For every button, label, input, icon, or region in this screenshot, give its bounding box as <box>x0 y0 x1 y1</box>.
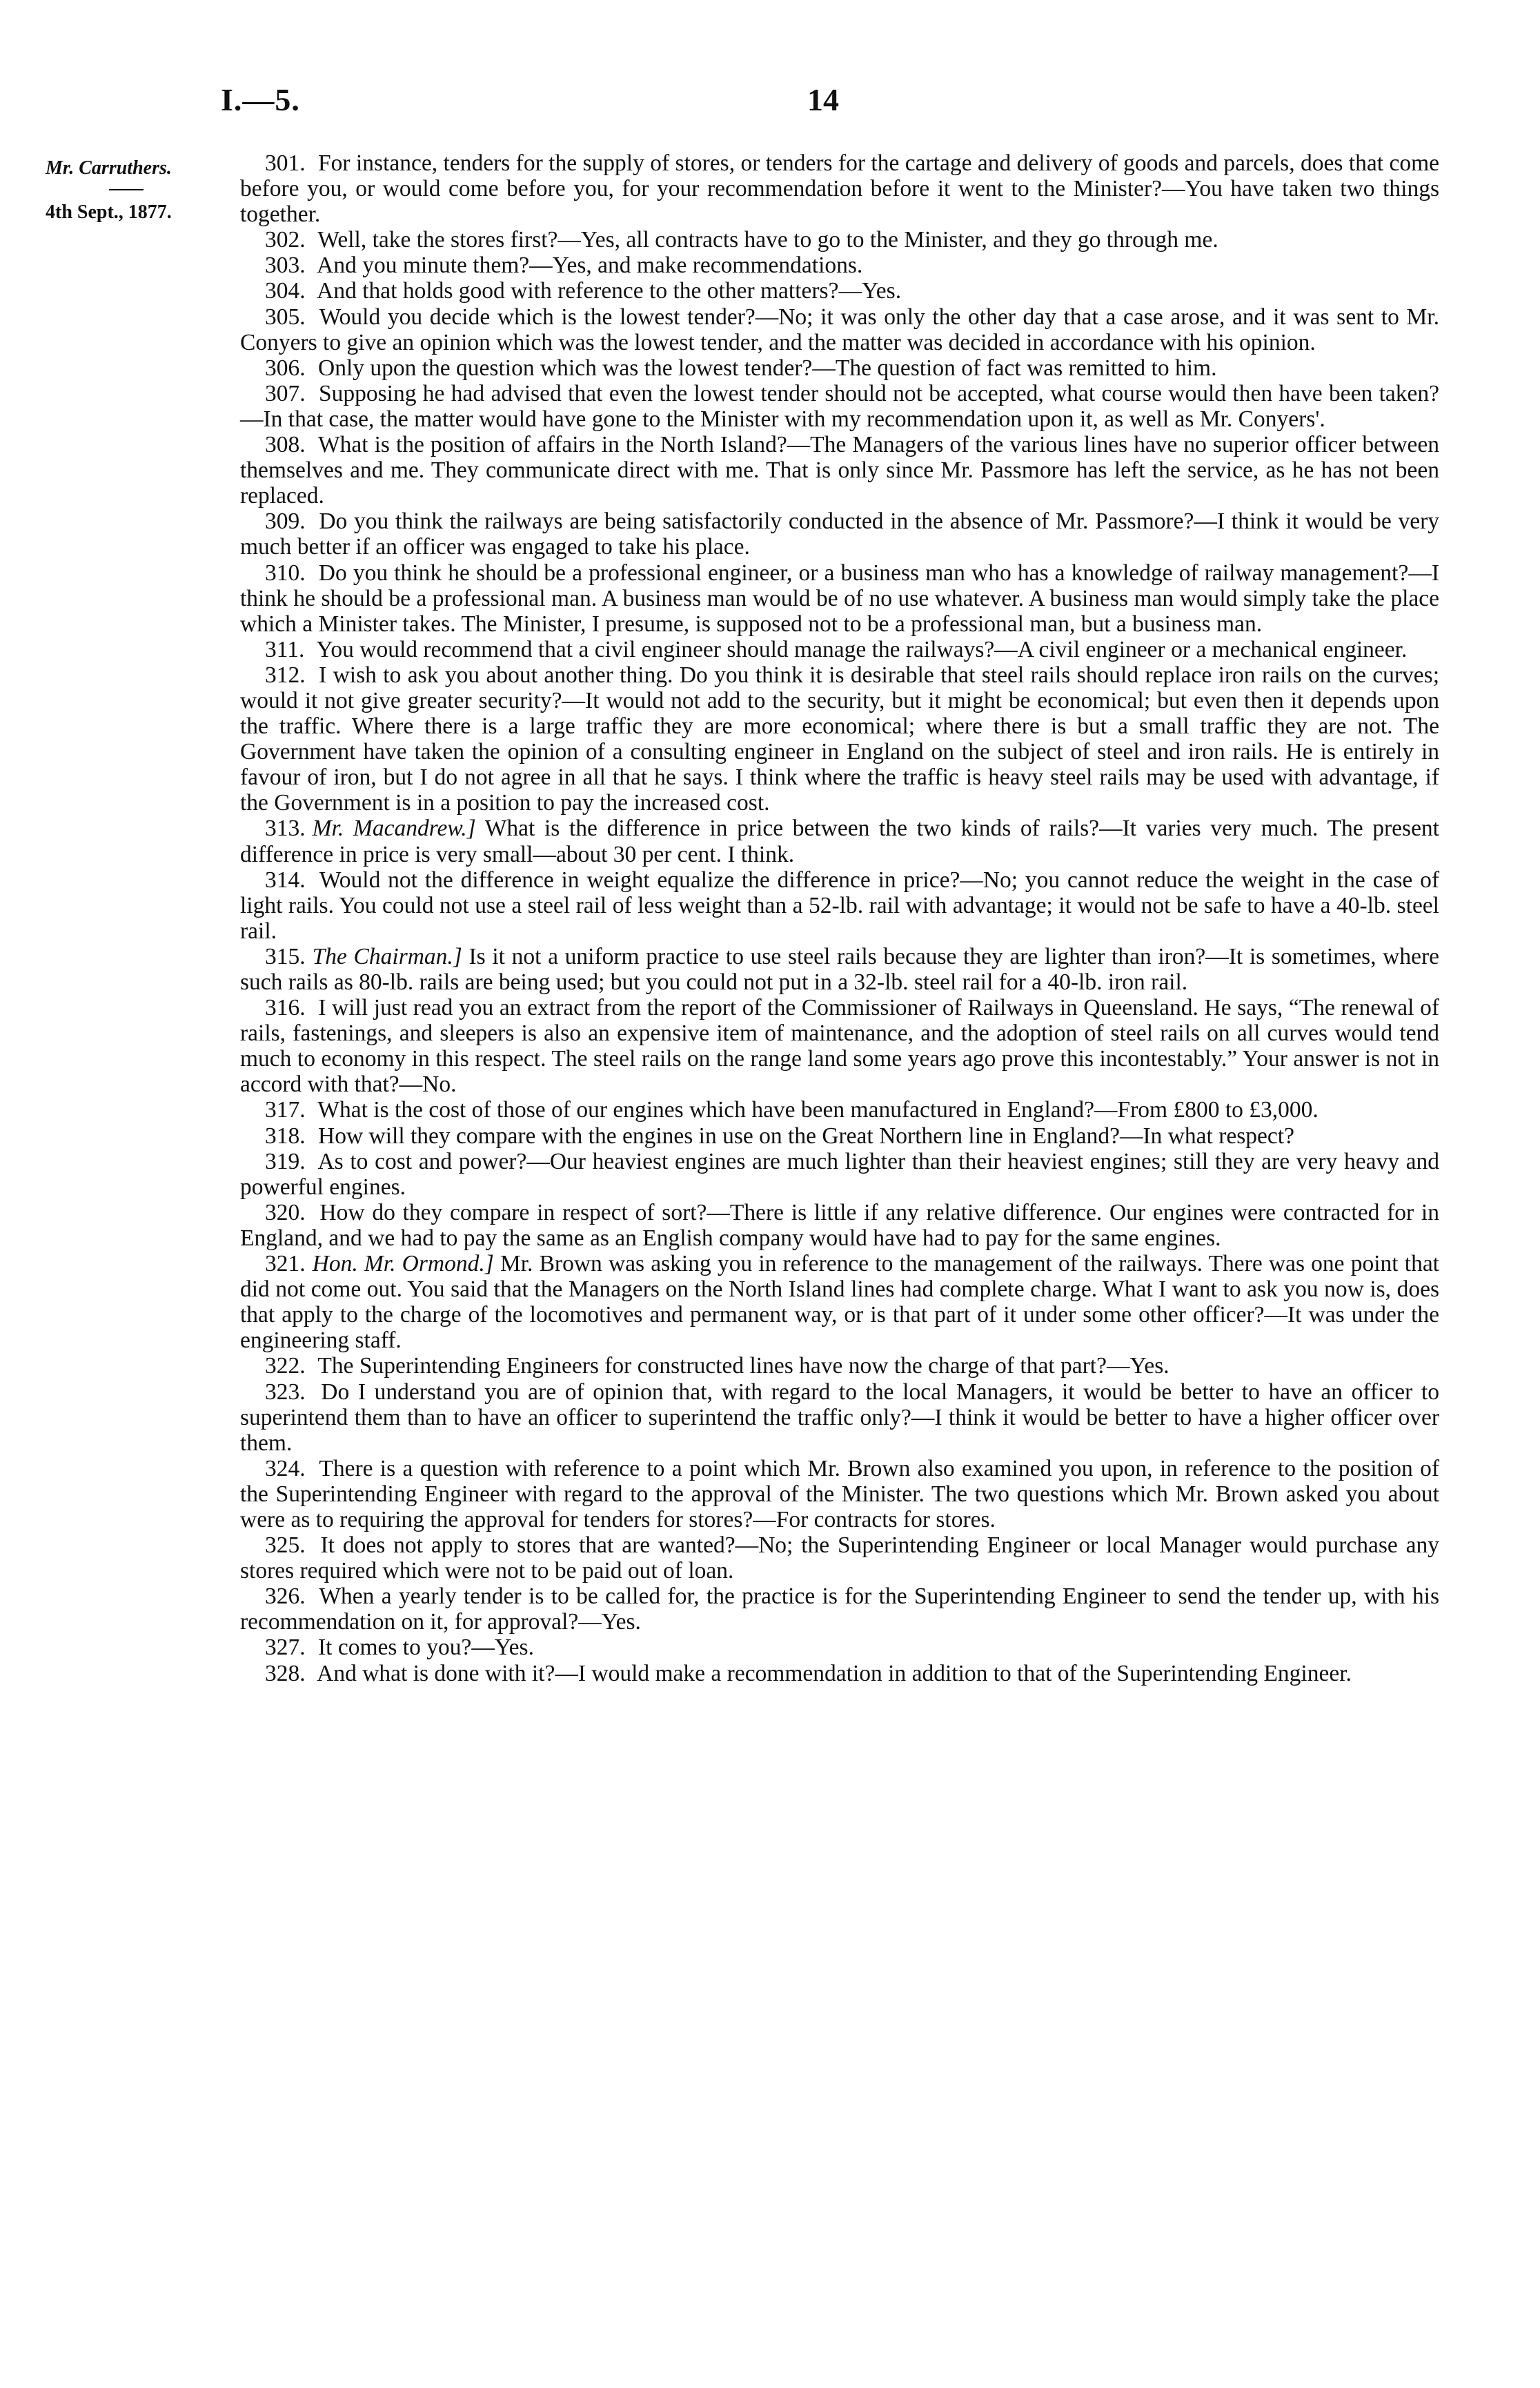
question-paragraph <box>240 432 1439 509</box>
question-number: 325. <box>265 1532 306 1559</box>
question-paragraph <box>240 278 1439 304</box>
question-text: How do they compare in respect of sort?—There is little if any relative difference. Our engines were contracted for in England, and we had to pay the same as an English company would have had to pay for the same engines. <box>240 1199 1439 1251</box>
margin-divider <box>109 189 144 190</box>
question-text: How will they compare with the engines in use on the Great Northern line in England?—In what respect? <box>318 1123 1294 1149</box>
question-text: And what is done with it?—I would make a recommendation in addition to that of the Superintending Engineer. <box>317 1660 1352 1686</box>
question-text: And you minute them?—Yes, and make recommendations. <box>317 253 863 279</box>
question-paragraph <box>240 509 1439 560</box>
question-number: 313. <box>265 816 306 842</box>
question-text: Do I understand you are of opinion that, with regard to the local Managers, it would be better to have an officer to superintend them than to have an officer to superintend the traffic only?—I think it would be better to have a higher officer over them. <box>240 1379 1439 1456</box>
question-number: 321. <box>265 1251 306 1277</box>
question-number: 319. <box>265 1148 306 1174</box>
question-number: 318. <box>265 1123 306 1149</box>
question-number: 322. <box>265 1353 306 1379</box>
question-text: What is the difference in price between the two kinds of rails?—It varies very much. The present difference in price is very small—about 30 per cent. I think. <box>240 816 1439 867</box>
question-paragraph <box>240 227 1439 253</box>
question-text: Would not the difference in weight equalize the difference in price?—No; you cannot reduce the weight in the case of light rails. You could not use a steel rail of less weight than a 52-lb. rail with advantage; it would not be safe to have a 40-lb. steel rail. <box>240 867 1439 944</box>
question-text: For instance, tenders for the supply of stores, or tenders for the cartage and delivery of goods and parcels, does that come before you, or would come before you, for your recommendation before it went to the Minister?—You have taken two things together. <box>240 150 1440 228</box>
question-paragraph <box>240 1635 1439 1660</box>
question-number: 310. <box>265 560 306 586</box>
page-number: 14 <box>807 82 839 117</box>
question-number: 324. <box>265 1455 306 1481</box>
question-paragraph <box>240 1456 1439 1532</box>
question-text: What is the position of affairs in the North Island?—The Managers of the various lines have no superior officer between themselves and me. They communicate direct with me. That is only since Mr. Passmore has left the service, as he has not been replaced. <box>240 432 1439 509</box>
question-paragraph <box>240 1379 1439 1456</box>
question-text: Would you decide which is the lowest tender?—No; it was only the other day that a case arose, and it was sent to Mr. Conyers to give an opinion which was the lowest tender, and the matter was decided in accordance with his opinion. <box>240 304 1439 355</box>
question-number: 314. <box>265 867 306 893</box>
question-text: Do you think he should be a professional engineer, or a business man who has a knowledge of railway management?—I think he should be a professional man. A business man would be of no use whatever. A business man would simply take the place which a Minister takes. The Minister, I presume, is supposed not to be a professional man, but a business man. <box>240 560 1440 637</box>
question-text: Mr. Brown was asking you in reference to the management of the railways. There was one point that did not come out. You said that the Managers on the North Island lines had complete charge. What I want to ask you now is, does that apply to the charge of the locomotives and permanent way, or is that part of it under some other officer?—It was under the engineering staff. <box>240 1251 1439 1354</box>
question-paragraph <box>240 355 1439 381</box>
question-paragraph <box>240 381 1439 432</box>
question-paragraph <box>240 1149 1439 1200</box>
question-number: 326. <box>265 1583 306 1610</box>
sitting-date: 4th Sept., 1877. <box>46 201 172 223</box>
question-number: 302. <box>265 227 306 253</box>
question-number: 317. <box>265 1097 306 1123</box>
question-number: 328. <box>265 1660 306 1686</box>
question-number: 316. <box>265 995 306 1021</box>
question-paragraph <box>240 150 1439 227</box>
question-text: I will just read you an extract from the report of the Commissioner of Railways in Queensland. He says, “The renewal of rails, fastenings, and sleepers is also an expensive item of maintenance, and the adoption of steel rails on all curves would tend much to economy in this respect. The steel rails on the range land some years ago prove this incontestably.” Your answer is not in accord with that?—No. <box>240 995 1439 1098</box>
question-paragraph <box>240 1200 1439 1251</box>
question-paragraph <box>240 1661 1439 1686</box>
question-number: 308. <box>265 432 306 458</box>
question-paragraph <box>240 560 1439 637</box>
question-number: 323. <box>265 1379 306 1405</box>
question-number: 309. <box>265 509 306 535</box>
speaker: Hon. Mr. Ormond.] <box>312 1251 494 1277</box>
question-paragraph <box>240 867 1439 944</box>
question-paragraph <box>240 1532 1439 1583</box>
question-number: 307. <box>265 380 306 406</box>
question-paragraph <box>240 1583 1439 1635</box>
question-text: Is it not a uniform practice to use steel rails because they are lighter than iron?—It is sometimes, where such rails as 80-lb. rails are being used; but you could not put in a 32-lb. steel rail for a 40-lb. iron rail. <box>240 943 1440 995</box>
question-text: As to cost and power?—Our heaviest engines are much lighter than their heaviest engines; still they are very heavy and powerful engines. <box>240 1148 1440 1200</box>
witness-name: Mr. Carruthers. <box>46 157 172 179</box>
question-number: 305. <box>265 304 306 330</box>
question-text: There is a question with reference to a point which Mr. Brown also examined you upon, in reference to the position of the Superintending Engineer with regard to the approval of the Minister. The two questions which Mr. Brown asked you about were as to requiring the approval for tenders for stores?—For contracts for stores. <box>240 1455 1439 1532</box>
question-paragraph <box>240 637 1439 662</box>
question-paragraph <box>240 995 1439 1097</box>
speaker: The Chairman.] <box>312 943 462 969</box>
question-paragraph <box>240 1123 1439 1149</box>
question-text: You would recommend that a civil engineer should manage the railways?—A civil engineer or a mechanical engineer. <box>316 636 1408 662</box>
speaker: Mr. Macandrew.] <box>312 816 476 842</box>
question-text: And that holds good with reference to the other matters?—Yes. <box>317 278 902 304</box>
margin-note <box>46 156 232 225</box>
question-text: Supposing he had advised that even the lowest tender should not be accepted, what course would then have been taken?—In that case, the matter would have gone to the Minister with my recommendation upon it, as well as Mr. Conyers'. <box>240 380 1439 432</box>
question-text: I wish to ask you about another thing. Do you think it is desirable that steel rails should replace iron rails on the curves; would it not give greater security?—It would not add to the security, but it might be economical; but even then it depends upon the traffic. Where there is a large traffic they are more economical; where there is but a small traffic they are not. The Government have taken the opinion of a consulting engineer in England on the subject of steel and iron rails. He is entirely in favour of iron, but I do not agree in all that he says. I think where the traffic is heavy steel rails may be used with advantage, if the Government is in a position to pay the increased cost. <box>240 662 1440 816</box>
question-paragraph <box>240 944 1439 995</box>
question-paragraph <box>240 1097 1439 1123</box>
question-number: 306. <box>265 355 306 381</box>
question-text: When a yearly tender is to be called for, the practice is for the Superintending Engineer to send the tender up, with his recommendation on it, for approval?—Yes. <box>240 1583 1439 1635</box>
question-number: 303. <box>265 253 306 279</box>
question-number: 311. <box>265 636 305 662</box>
question-text: Only upon the question which was the lowest tender?—The question of fact was remitted to him. <box>318 355 1217 381</box>
page-reference: I.—5. <box>221 82 300 117</box>
question-paragraph <box>240 1353 1439 1379</box>
question-paragraph <box>240 1251 1439 1353</box>
question-text: It comes to you?—Yes. <box>318 1635 534 1661</box>
question-text: It does not apply to stores that are wanted?—No; the Superintending Engineer or local Manager would purchase any stores required which were not to be paid out of loan. <box>240 1532 1440 1584</box>
evidence-body <box>240 150 1439 1686</box>
question-paragraph <box>240 304 1439 355</box>
question-number: 301. <box>265 150 306 176</box>
question-number: 327. <box>265 1635 306 1661</box>
question-number: 304. <box>265 278 306 304</box>
question-number: 312. <box>265 662 306 688</box>
question-paragraph <box>240 253 1439 278</box>
question-paragraph <box>240 816 1439 867</box>
question-text: What is the cost of those of our engines which have been manufactured in England?—From £800 to £3,000. <box>317 1097 1319 1123</box>
question-text: Do you think the railways are being satisfactorily conducted in the absence of Mr. Passmore?—I think it would be very much better if an officer was engaged to take his place. <box>240 509 1439 560</box>
question-paragraph <box>240 662 1439 816</box>
page-header <box>166 81 1518 123</box>
question-number: 320. <box>265 1199 306 1225</box>
question-number: 315. <box>265 943 306 969</box>
question-text: Well, take the stores first?—Yes, all contracts have to go to the Minister, and they go through me. <box>317 227 1218 253</box>
question-text: The Superintending Engineers for constructed lines have now the charge of that part?—Yes. <box>317 1353 1169 1379</box>
